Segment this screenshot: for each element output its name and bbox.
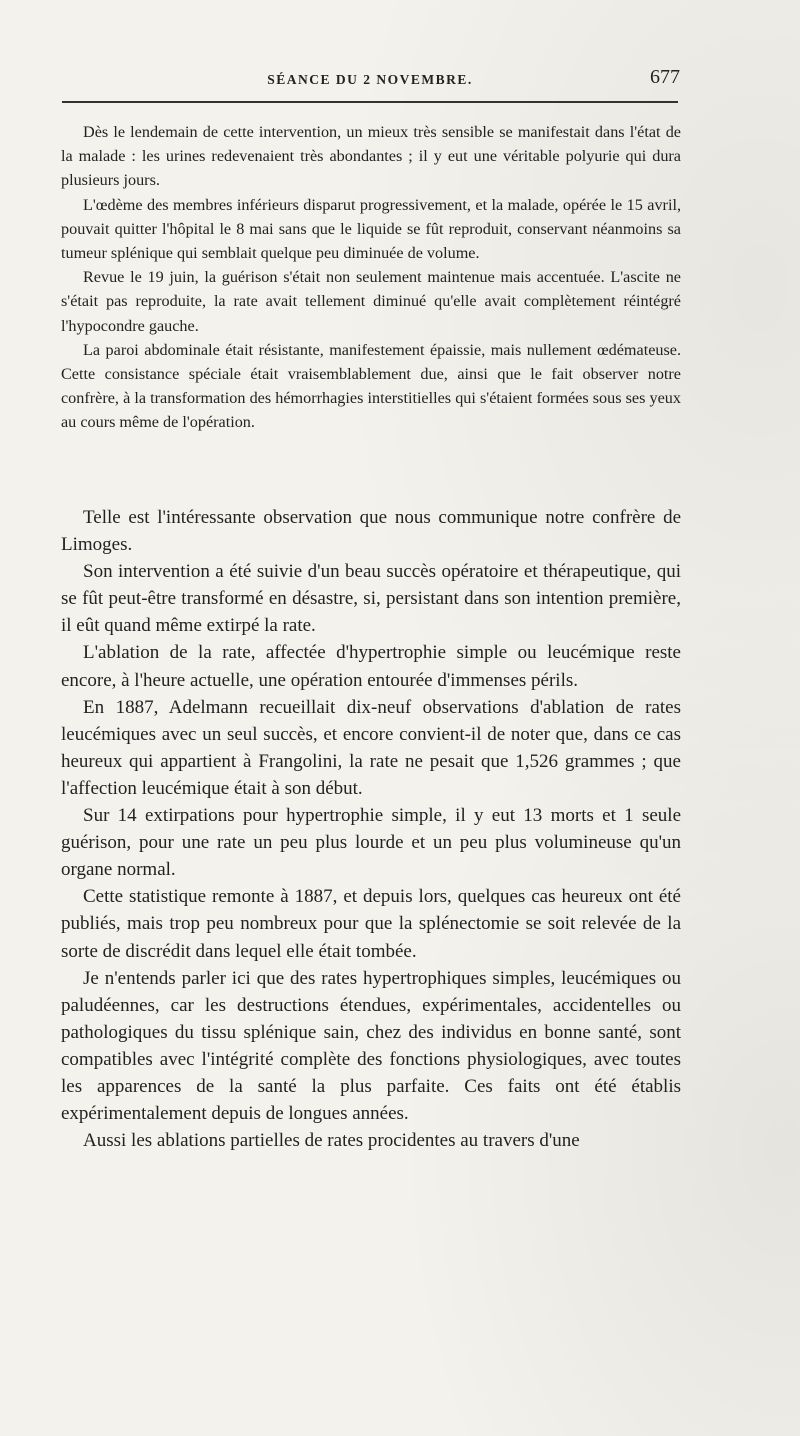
paragraph: Aussi les ablations partielles de rates procidentes au travers d'une bbox=[83, 1130, 580, 1152]
paragraph: L'œdème des membres inférieurs disparut progressivement, et la malade, opérée le 15 avril, pouvait quitter l'hôpital le 8 mai sans que le liquide se fût reproduit, conservant néanmoins sa tumeur splénique qui semblait quelque peu diminuée de volume. bbox=[61, 195, 681, 263]
page-number: 677 bbox=[650, 66, 680, 88]
running-head bbox=[60, 66, 680, 96]
paragraph: Je n'entends parler ici que des rates hypertrophiques simples, leucémiques ou paludéennes, car les destructions étendues, expérimentales, accidentelles ou pathologiques du tissu splénique sain, chez des individus en bonne santé, sont compatibles avec l'intégrité complète des fonctions physiologiques, avec toutes les apparences de la santé la plus parfaite. Ces faits ont été établis expérimentalement depuis de longues années. bbox=[61, 967, 681, 1125]
header-rule bbox=[62, 101, 678, 103]
paragraph: Dès le lendemain de cette intervention, un mieux très sensible se manifestait dans l'état de la malade : les urines redevenaient très abondantes ; il y eut une véritable polyurie qui dura plusieurs jours. bbox=[61, 123, 681, 190]
running-title: SÉANCE DU 2 NOVEMBRE. bbox=[267, 72, 473, 87]
paragraph: Son intervention a été suivie d'un beau succès opératoire et thérapeutique, qui se fût peut-être transformé en désastre, si, persistant dans son intention première, il eût quand même extirpé la rate. bbox=[61, 561, 681, 637]
paragraph: Sur 14 extirpations pour hypertrophie simple, il y eut 13 morts et 1 seule guérison, pour une rate un peu plus lourde et un peu plus volumineuse qu'un organe normal. bbox=[61, 805, 681, 881]
paragraph: En 1887, Adelmann recueillait dix-neuf observations d'ablation de rates leucémiques avec un seul succès, et encore convient-il de noter que, dans ce cas heureux qui appartient à Frangolini, la rate ne pesait que 1,526 grammes ; que l'affection leucémique était à son début. bbox=[61, 696, 681, 799]
paragraph: La paroi abdominale était résistante, manifestement épaissie, mais nullement œdémateuse. Cette consistance spéciale était vraisemblablement due, ainsi que le fait observer notre confrère, à la transformation des hémorrhagies interstitielles qui s'étaient formées sous ses yeux au cours même de l'opération. bbox=[61, 340, 681, 432]
observation-excerpt bbox=[61, 120, 681, 435]
paragraph: Telle est l'intéressante observation que nous communique notre confrère de Limoges. bbox=[61, 507, 681, 556]
paragraph: Revue le 19 juin, la guérison s'était non seulement maintenue mais accentuée. L'ascite ne s'était pas reproduite, la rate avait tellement diminué qu'elle avait complètement réintégré l'hypocondre gauche. bbox=[61, 268, 681, 335]
paragraph: Cette statistique remonte à 1887, et depuis lors, quelques cas heureux ont été publiés, mais trop peu nombreux pour que la splénectomie se soit relevée de la sorte de discrédit dans lequel elle était tombée. bbox=[61, 886, 681, 962]
paragraph: L'ablation de la rate, affectée d'hypertrophie simple ou leucémique reste encore, à l'heure actuelle, une opération entourée d'immenses périls. bbox=[61, 642, 681, 691]
commentary-text bbox=[61, 504, 681, 1154]
